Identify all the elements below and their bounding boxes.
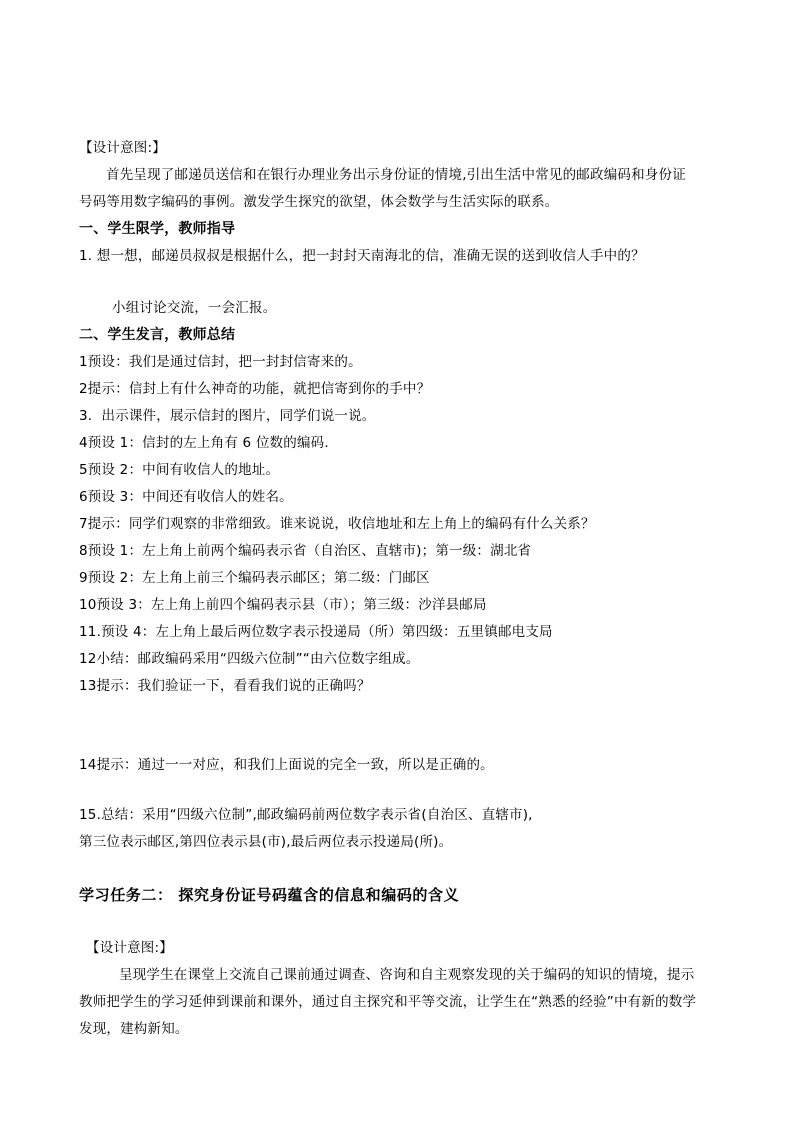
list-item: 14提示：通过一一对应，和我们上面说的完全一致，所以是正确的。 [79, 757, 494, 773]
list-item: 1预设：我们是通过信封，把一封封信寄来的。 [79, 354, 362, 370]
list-item: 10预设 3：左上角上前四个编码表示县（市）；第三级：沙洋县邮局 [79, 597, 487, 613]
list-item: 8预设 1：左上角上前两个编码表示省（自治区、直辖市)；第一级：湖北省 [79, 543, 532, 559]
list-item: 4预设 1：信封的左上角有 6 位数的编码. [79, 435, 329, 451]
intro-paragraph-line: 教师把学生的学习延伸到课前和课外，通过自主探究和平等交流，让学生在“熟悉的经验”中有新的数学 [79, 994, 697, 1010]
task-title: 学习任务二： 探究身份证号码蕴含的信息和编码的含义 [79, 886, 460, 904]
list-item: 12小结：邮政编码采用“四级六位制”“由六位数字组成。 [79, 651, 420, 667]
list-item: 9预设 2：左上角上前三个编码表示邮区；第二级：门邮区 [79, 570, 430, 586]
section-heading: 一、学生限学，教师指导 [79, 221, 236, 237]
list-item: 6预设 3：中间还有收信人的姓名。 [79, 489, 293, 505]
intro-paragraph-line: 号码等用数字编码的事例。激发学生探究的欲望，体会数学与生活实际的联系。 [79, 194, 559, 210]
list-item: 13提示：我们验证一下，看看我们说的正确吗？ [79, 678, 371, 694]
summary-line: 第三位表示邮区,第四位表示县(市),最后两位表示投递局(所)。 [79, 834, 453, 850]
summary-line: 15.总结：采用“四级六位制”,邮政编码前两位数字表示省(自治区、直辖市), [79, 807, 533, 823]
list-item: 3．出示课件，展示信封的图片，同学们说一说。 [79, 408, 376, 424]
design-intent-label: 【设计意图:】 [79, 140, 166, 156]
list-item: 2提示：信封上有什么神奇的功能，就把信寄到你的手中？ [79, 381, 431, 397]
list-item: 5预设 2：中间有收信人的地址。 [79, 462, 280, 478]
section-heading: 二、学生发言，教师总结 [79, 327, 236, 343]
design-intent-label: 【设计意图:】 [86, 940, 173, 956]
list-item: 11.预设 4：左上角上最后两位数字表示投递局（所）第四级：五里镇邮电支局 [79, 624, 553, 640]
intro-paragraph-line: 发现，建构新知。 [79, 1021, 189, 1037]
list-item: 7提示：同学们观察的非常细致。谁来说说，收信地址和左上角上的编码有什么关系？ [79, 516, 595, 532]
discussion-note: 小组讨论交流，一会汇报。 [112, 300, 277, 316]
intro-paragraph-line: 首先呈现了邮递员送信和在银行办理业务出示身份证的情境,引出生活中常见的邮政编码和身份证 [106, 167, 686, 183]
intro-paragraph-line: 呈现学生在课堂上交流自己课前通过调查、咨询和自主观察发现的关于编码的知识的情境，提示 [119, 967, 695, 983]
question-item: 1. 想一想，邮递员叔叔是根据什么，把一封封天南海北的信，准确无误的送到收信人手中的？ [79, 248, 645, 264]
